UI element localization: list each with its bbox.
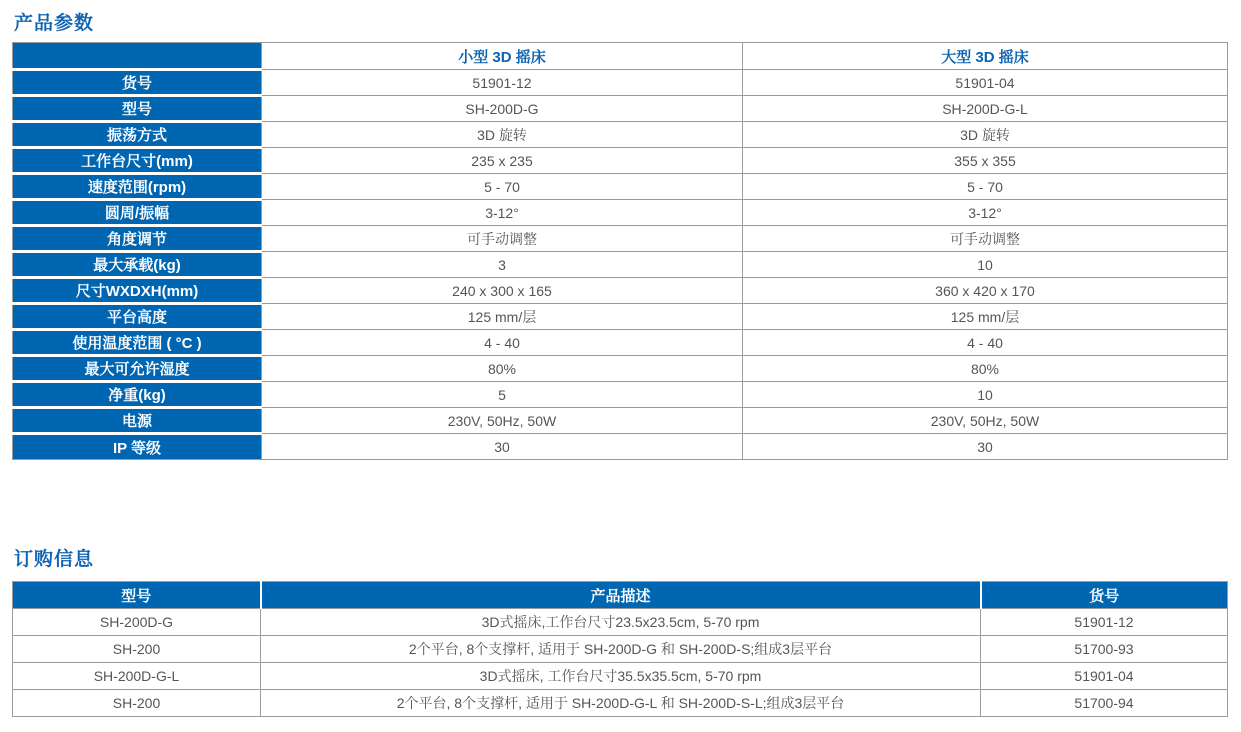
cell-model: SH-200D-G — [13, 609, 261, 636]
table-row — [13, 226, 1228, 252]
row-header: 工作台尺寸(mm) — [13, 148, 262, 174]
table-row — [13, 663, 1228, 690]
table-row — [13, 356, 1228, 382]
section-title-product-params: 产品参数 — [14, 13, 95, 34]
cell-item-no: 51700-94 — [981, 690, 1228, 717]
row-header: 尺寸WXDXH(mm) — [13, 278, 262, 304]
cell-item-no: 51901-04 — [981, 663, 1228, 690]
cell-value: 5 - 70 — [743, 174, 1228, 200]
cell-value: 51901-12 — [262, 70, 743, 96]
cell-value: 30 — [262, 434, 743, 460]
cell-description: 2个平台, 8个支撑杆, 适用于 SH-200D-G-L 和 SH-200D-S-L;组成3层平台 — [261, 690, 981, 717]
cell-model: SH-200 — [13, 690, 261, 717]
cell-value: 230V, 50Hz, 50W — [262, 408, 743, 434]
cell-value: 3D 旋转 — [743, 122, 1228, 148]
cell-model: SH-200D-G-L — [13, 663, 261, 690]
row-header: 速度范围(rpm) — [13, 174, 262, 200]
cell-value: 4 - 40 — [262, 330, 743, 356]
table-row — [13, 252, 1228, 278]
row-header: 使用温度范围 ( °C ) — [13, 330, 262, 356]
cell-value: 230V, 50Hz, 50W — [743, 408, 1228, 434]
table-row — [13, 174, 1228, 200]
cell-value: 可手动调整 — [262, 226, 743, 252]
row-header: 净重(kg) — [13, 382, 262, 408]
table-row — [13, 382, 1228, 408]
ordering-info-table — [12, 581, 1228, 717]
row-header: 角度调节 — [13, 226, 262, 252]
cell-value: 3D 旋转 — [262, 122, 743, 148]
cell-item-no: 51700-93 — [981, 636, 1228, 663]
product-params-table — [12, 42, 1228, 460]
cell-value: 5 - 70 — [262, 174, 743, 200]
cell-value: SH-200D-G — [262, 96, 743, 122]
table-row — [13, 122, 1228, 148]
cell-value: 355 x 355 — [743, 148, 1228, 174]
section-title-ordering-info: 订购信息 — [14, 549, 95, 570]
cell-value: 125 mm/层 — [743, 304, 1228, 330]
row-header: 最大承载(kg) — [13, 252, 262, 278]
row-header: 最大可允许湿度 — [13, 356, 262, 382]
column-header-description: 产品描述 — [261, 582, 981, 609]
table-row — [13, 408, 1228, 434]
cell-value: 5 — [262, 382, 743, 408]
row-header: 平台高度 — [13, 304, 262, 330]
table-header-row — [13, 582, 1228, 609]
row-header: 圆周/振幅 — [13, 200, 262, 226]
cell-item-no: 51901-12 — [981, 609, 1228, 636]
cell-value: 10 — [743, 382, 1228, 408]
cell-value: 240 x 300 x 165 — [262, 278, 743, 304]
column-header-small-shaker: 小型 3D 摇床 — [262, 43, 743, 70]
table-row — [13, 304, 1228, 330]
cell-value: 3-12° — [743, 200, 1228, 226]
row-header: IP 等级 — [13, 434, 262, 460]
cell-description: 3D式摇床,工作台尺寸23.5x23.5cm, 5-70 rpm — [261, 609, 981, 636]
cell-value: 3 — [262, 252, 743, 278]
cell-value: 80% — [743, 356, 1228, 382]
cell-description: 3D式摇床, 工作台尺寸35.5x35.5cm, 5-70 rpm — [261, 663, 981, 690]
table-header-row — [13, 43, 1228, 70]
column-header-large-shaker: 大型 3D 摇床 — [743, 43, 1228, 70]
cell-value: 360 x 420 x 170 — [743, 278, 1228, 304]
cell-description: 2个平台, 8个支撑杆, 适用于 SH-200D-G 和 SH-200D-S;组成3层平台 — [261, 636, 981, 663]
column-header-model: 型号 — [13, 582, 261, 609]
row-header: 型号 — [13, 96, 262, 122]
row-header: 电源 — [13, 408, 262, 434]
cell-value: 51901-04 — [743, 70, 1228, 96]
cell-value: 3-12° — [262, 200, 743, 226]
cell-model: SH-200 — [13, 636, 261, 663]
table-row — [13, 200, 1228, 226]
table-row — [13, 70, 1228, 96]
table-row — [13, 434, 1228, 460]
cell-value: 10 — [743, 252, 1228, 278]
cell-value: 125 mm/层 — [262, 304, 743, 330]
table-row — [13, 690, 1228, 717]
row-header: 振荡方式 — [13, 122, 262, 148]
cell-value: 30 — [743, 434, 1228, 460]
row-header: 货号 — [13, 70, 262, 96]
corner-cell — [13, 43, 262, 70]
cell-value: 可手动调整 — [743, 226, 1228, 252]
column-header-item-no: 货号 — [981, 582, 1228, 609]
table-row — [13, 278, 1228, 304]
table-row — [13, 96, 1228, 122]
table-row — [13, 148, 1228, 174]
table-row — [13, 636, 1228, 663]
table-row — [13, 609, 1228, 636]
cell-value: 4 - 40 — [743, 330, 1228, 356]
cell-value: 235 x 235 — [262, 148, 743, 174]
cell-value: 80% — [262, 356, 743, 382]
table-row — [13, 330, 1228, 356]
cell-value: SH-200D-G-L — [743, 96, 1228, 122]
